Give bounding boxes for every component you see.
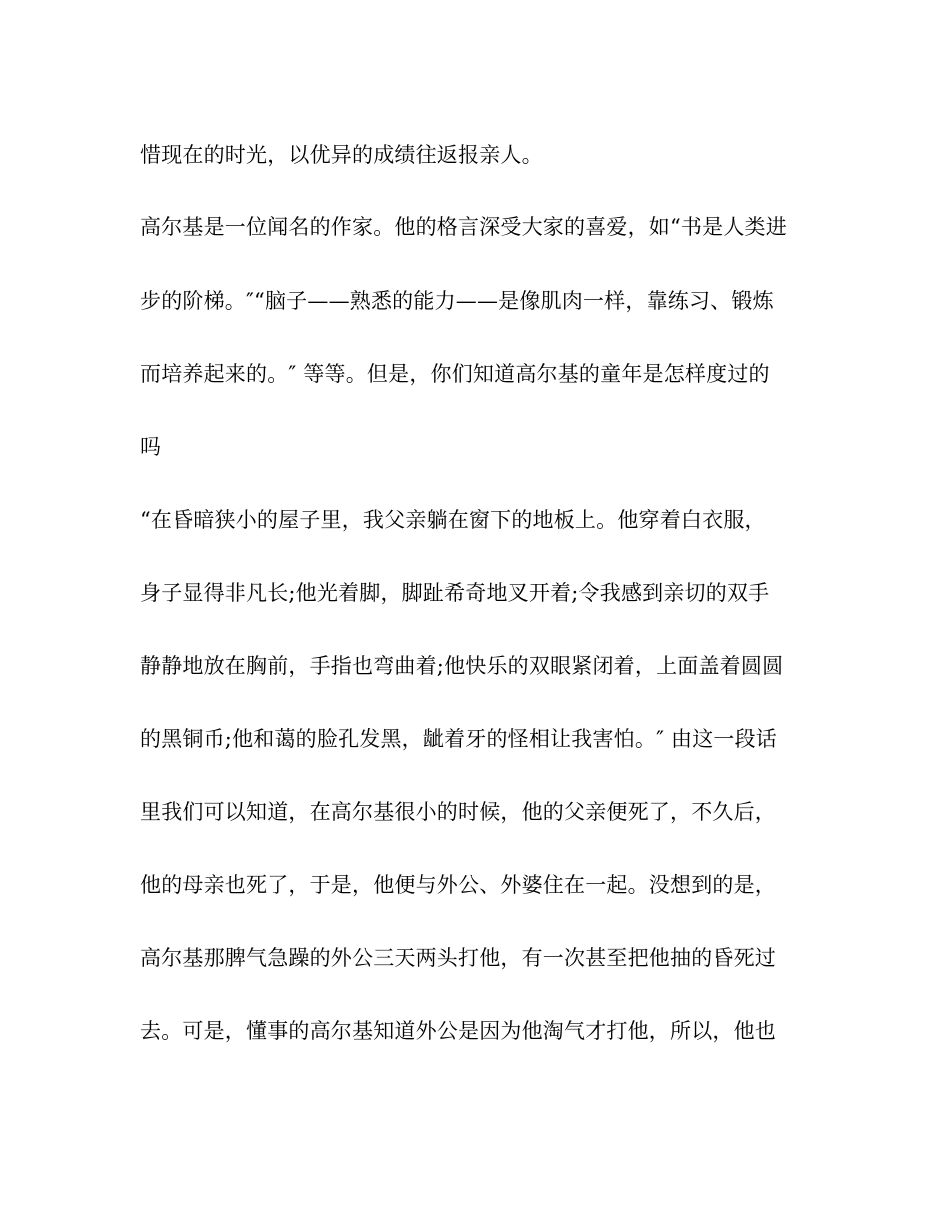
text-line: 步的阶梯。″“脑子——熟悉的能力——是像肌肉一样，靠练习、锻炼 <box>140 289 774 313</box>
text-line: 身子显得非凡长;他光着脚，脚趾希奇地叉开着;令我感到亲切的双手 <box>140 581 770 605</box>
text-line: 惜现在的时光，以优异的成绩往返报亲人。 <box>140 143 543 167</box>
text-line: 去。可是，懂事的高尔基知道外公是因为他淘气才打他，所以，他也 <box>140 1019 776 1043</box>
text-line: 吗 <box>140 435 162 459</box>
text-line: “在昏暗狭小的屋子里，我父亲躺在窗下的地板上。他穿着白衣服， <box>140 508 766 532</box>
text-line: 的黑铜币;他和蔼的脸孔发黑，龇着牙的怪相让我害怕。″ 由这一段话 <box>140 727 777 751</box>
text-line: 而培养起来的。″ 等等。但是，你们知道高尔基的童年是怎样度过的 <box>140 362 770 386</box>
text-line: 高尔基是一位闻名的作家。他的格言深受大家的喜爱，如“书是人类进 <box>140 215 787 239</box>
text-line: 他的母亲也死了，于是，他便与外公、外婆住在一起。没想到的是， <box>140 873 776 897</box>
text-line: 高尔基那脾气急躁的外公三天两头打他，有一次甚至把他抽的昏死过 <box>140 946 776 970</box>
text-line: 静静地放在胸前，手指也弯曲着;他快乐的双眼紧闭着，上面盖着圆圆 <box>140 654 784 678</box>
text-line: 里我们可以知道，在高尔基很小的时候，他的父亲便死了，不久后， <box>140 800 776 824</box>
